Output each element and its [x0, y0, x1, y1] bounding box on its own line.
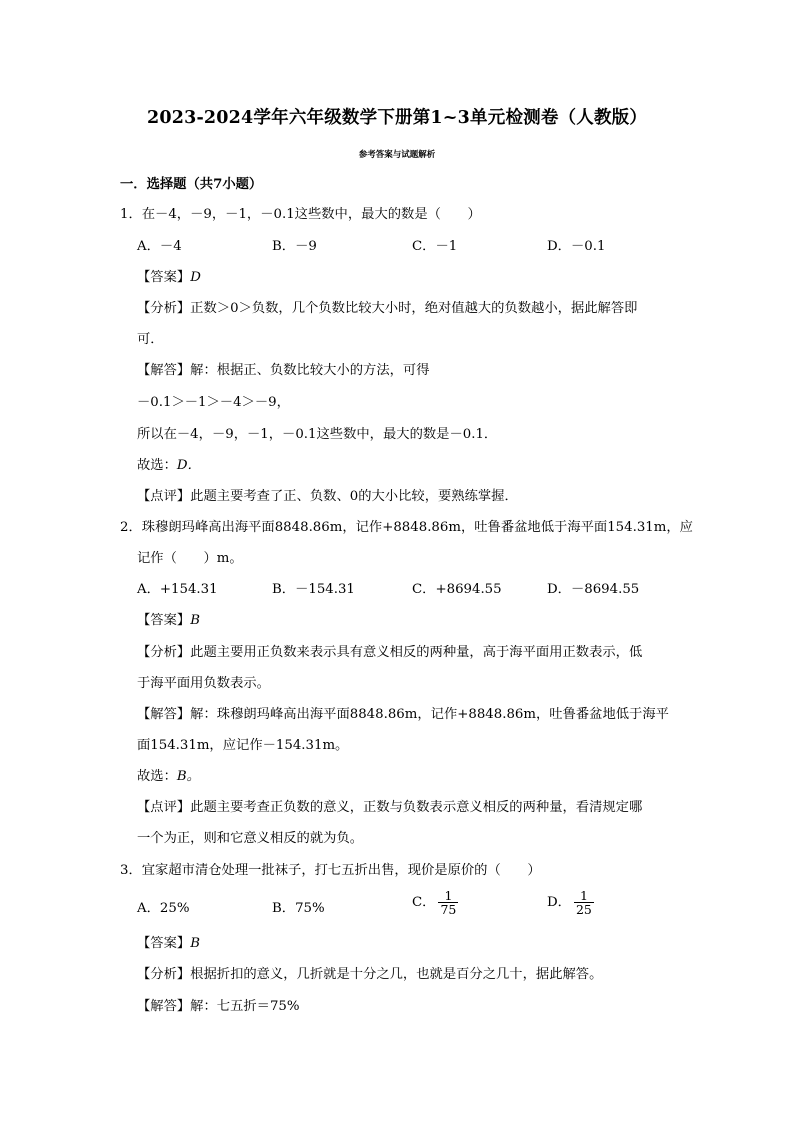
q1-option-a: A．－4: [137, 239, 182, 254]
q2-stem-line-1: 2．珠穆朗玛峰高出海平面8848.86m，记作+8848.86m，吐鲁番盆地低于海平面154.31m，应: [120, 520, 693, 535]
q1-answer: [137, 269, 201, 287]
q2-option-c: C．+8694.55: [412, 582, 502, 597]
answer-tag: 【答案】: [137, 270, 191, 285]
choose-label: 故选：: [137, 458, 177, 473]
q2-option-a: A．+154.31: [137, 582, 218, 597]
option-label: C．: [412, 895, 436, 910]
fraction-denominator: 25: [575, 902, 592, 917]
option-label: D．: [547, 895, 571, 910]
q2-stem-line-2: 记作（ ）m。: [137, 551, 243, 566]
q1-stem: 1．在－4，－9，－1，－0.1这些数中，最大的数是（ ）: [120, 207, 481, 222]
q2-analysis-line-1: 【分析】此题主要用正负数来表示具有意义相反的两种量，高于海平面用正数表示，低: [137, 645, 643, 660]
q2-solution-line-2: 面154.31m，应记作－154.31m。: [137, 738, 349, 753]
option-fraction: [438, 889, 458, 916]
q1-analysis-line-2: 可．: [137, 332, 164, 347]
section-heading: 一．选择题（共7小题）: [120, 177, 263, 192]
q3-option-a: A．25%: [137, 901, 190, 916]
q1-choose: [137, 457, 201, 475]
q1-option-c: C．－1: [412, 239, 458, 254]
q3-option-c: [412, 889, 458, 916]
page-subtitle: 参考答案与试题解析: [358, 150, 436, 160]
answer-tag: 【答案】: [137, 936, 191, 951]
q2-comment-line-2: 一个为正，则和它意义相反的就为负。: [137, 831, 364, 846]
q2-choose: [137, 768, 200, 786]
q2-option-b: B．－154.31: [272, 582, 355, 597]
choose-label: 故选：: [137, 769, 177, 784]
choose-value: D．: [176, 458, 201, 473]
q3-stem: 3．宜家超市清仓处理一批袜子，打七五折出售，现价是原价的（ ）: [120, 863, 541, 878]
q3-option-b: B．75%: [272, 901, 325, 916]
q2-answer: [137, 612, 200, 630]
q2-comment-line-1: 【点评】此题主要考查正负数的意义，正数与负数表示意义相反的两种量，看清规定哪: [137, 800, 643, 815]
fraction-denominator: 75: [440, 902, 457, 917]
q1-analysis-line-1: 【分析】正数＞0＞负数，几个负数比较大小时，绝对值越大的负数越小，据此解答即: [137, 301, 638, 316]
choose-value: B。: [176, 769, 200, 784]
page-title: 2023-2024学年六年级数学下册第1~3单元检测卷（人教版）: [146, 108, 648, 128]
answer-value: D: [190, 270, 201, 285]
q1-option-d: D．－0.1: [547, 239, 606, 254]
fraction-numerator: 1: [438, 889, 458, 903]
q3-solution: 【解答】解：七五折＝75%: [137, 999, 300, 1014]
q1-comment: 【点评】此题主要考查了正、负数、0的大小比较，要熟练掌握．: [137, 489, 518, 504]
option-fraction: [574, 889, 594, 916]
q2-solution-line-1: 【解答】解：珠穆朗玛峰高出海平面8848.86m，记作+8848.86m，吐鲁番盆地低于海平: [137, 707, 669, 722]
q2-analysis-line-2: 于海平面用负数表示。: [137, 676, 270, 691]
q1-solution-line-1: 【解答】解：根据正、负数比较大小的方法，可得: [137, 363, 430, 378]
answer-value: B: [190, 936, 200, 951]
answer-tag: 【答案】: [137, 613, 191, 628]
q1-solution-line-3: 所以在－4，－9，－1，－0.1这些数中，最大的数是－0.1．: [137, 427, 498, 442]
q1-option-b: B．－9: [272, 239, 317, 254]
q3-analysis: 【分析】根据折扣的意义，几折就是十分之几，也就是百分之几十，据此解答。: [137, 967, 603, 982]
fraction-numerator: 1: [574, 889, 594, 903]
q3-option-d: [547, 889, 594, 916]
answer-value: B: [190, 613, 200, 628]
q2-option-d: D．－8694.55: [547, 582, 640, 597]
q1-solution-line-2: －0.1＞－1＞－4＞－9，: [137, 395, 290, 410]
q3-answer: [137, 935, 200, 953]
